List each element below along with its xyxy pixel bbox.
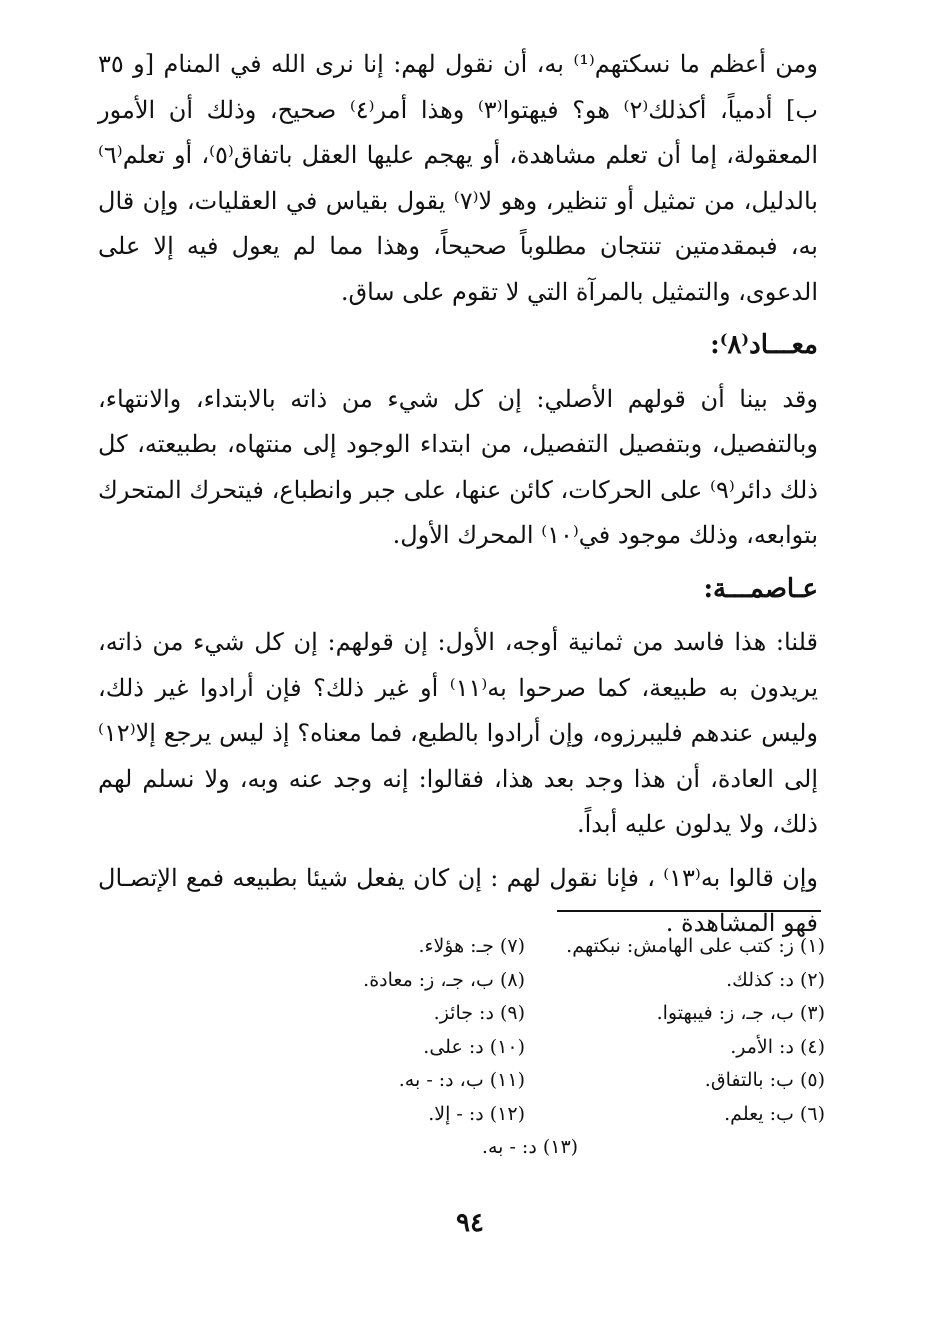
paragraph-2: وقد بينا أن قولهم الأصلي: إن كل شيء من ذاته بالابتداء، والانتهاء، وبالتفصيل، وبتفصيل التفصيل، من ابتداء الوجود إلى منتهاه، بطبيعته، كل ذلك دائر⁽٩⁾ على الحركات، كائن عنها، على جبر وانطباع، فيتحرك المتحرك بتوابعه، وذلك موجود في⁽١٠⁾ المحرك الأول. (98, 384, 818, 549)
footnote: (٤) د: الأمر. (730, 1035, 825, 1058)
footnotes-left-column (235, 930, 525, 1131)
main-text (98, 42, 818, 947)
heading-maad: معـــاد⁽٨⁾: (710, 330, 818, 360)
footnote: (٥) ب: بالتفاق. (704, 1069, 825, 1091)
footnote: (٧) جـ: هؤلاء. (418, 935, 525, 957)
paragraph-3: قلنا: هذا فاسد من ثمانية أوجه، الأول: إن قولهم: إن كل شيء من ذاته، يريدون به طبيعة، كما صرحوا به⁽١١⁾ أو غير ذلك؟ فإن أرادوا غير ذلك، وليس عندهم فليبرزوه، وإن أرادوا بالطبع، فما معناه؟ إذ ليس يرجع إلا⁽١٢⁾ إلى العادة، أن هذا وجد بعد هذا، فقالوا: إنه وجد عنه وبه، ولا نسلم لهم ذلك، ولا يدلون عليه أبداً. (98, 628, 818, 838)
heading-asima: عـاصمـــة: (703, 573, 818, 604)
footnote: (١١) ب، د: - به. (398, 1069, 525, 1091)
footnote-divider (557, 910, 821, 912)
footnote: (٨) ب، جـ، ز: معادة. (363, 968, 525, 991)
paragraph-4: وإن قالوا به⁽١٣⁾ ، فإنا نقول لهم : إن كان يفعل شيئا بطبيعه فمع الإتصـال فهو المشاهدة . (98, 863, 818, 937)
footnote: (٣) ب، جـ، ز: فيبهتوا. (656, 1002, 825, 1024)
footnote: (١) ز: كتب على الهامش: نبكتهم. (566, 935, 825, 957)
page-number: ٩٤ (456, 1208, 484, 1238)
footnote: (٩) د: جائز. (433, 1002, 525, 1024)
footnotes-right-column (535, 930, 825, 1131)
footnotes (235, 930, 825, 1165)
paragraph-1: ومن أعظم ما نسكتهم⁽¹⁾ به، أن نقول لهم: إنا نرى الله في المنام [و ٣٥ ب] أدمياً، أكذلك⁽٢⁾ هو؟ فيهتوا⁽٣⁾ وهذا أمر⁽٤⁾ صحيح، وذلك أن الأمور المعقولة، إما أن تعلم مشاهدة، أو يهجم عليها العقل باتفاق⁽٥⁾، أو تعلم⁽٦⁾ بالدليل، من تمثيل أو تنظير، وهو لا⁽٧⁾ يقول بقياس في العقليات، وإن قال به، فبمقدمتين تنتجان مطلوباً صحيحاً، وهذا مما لم يعول فيه إلا على الدعوى، والتمثيل بالمرآة التي لا تقوم على ساق. (98, 50, 819, 306)
footnote: (١٠) د: على. (423, 1035, 525, 1058)
footnote: (١٢) د: - إلا. (428, 1102, 525, 1125)
footnote: (٦) ب: يعلم. (724, 1102, 825, 1125)
footnote: (١٣) د: - به. (481, 1136, 579, 1158)
footnote: (٢) د: كذلك. (726, 968, 825, 991)
